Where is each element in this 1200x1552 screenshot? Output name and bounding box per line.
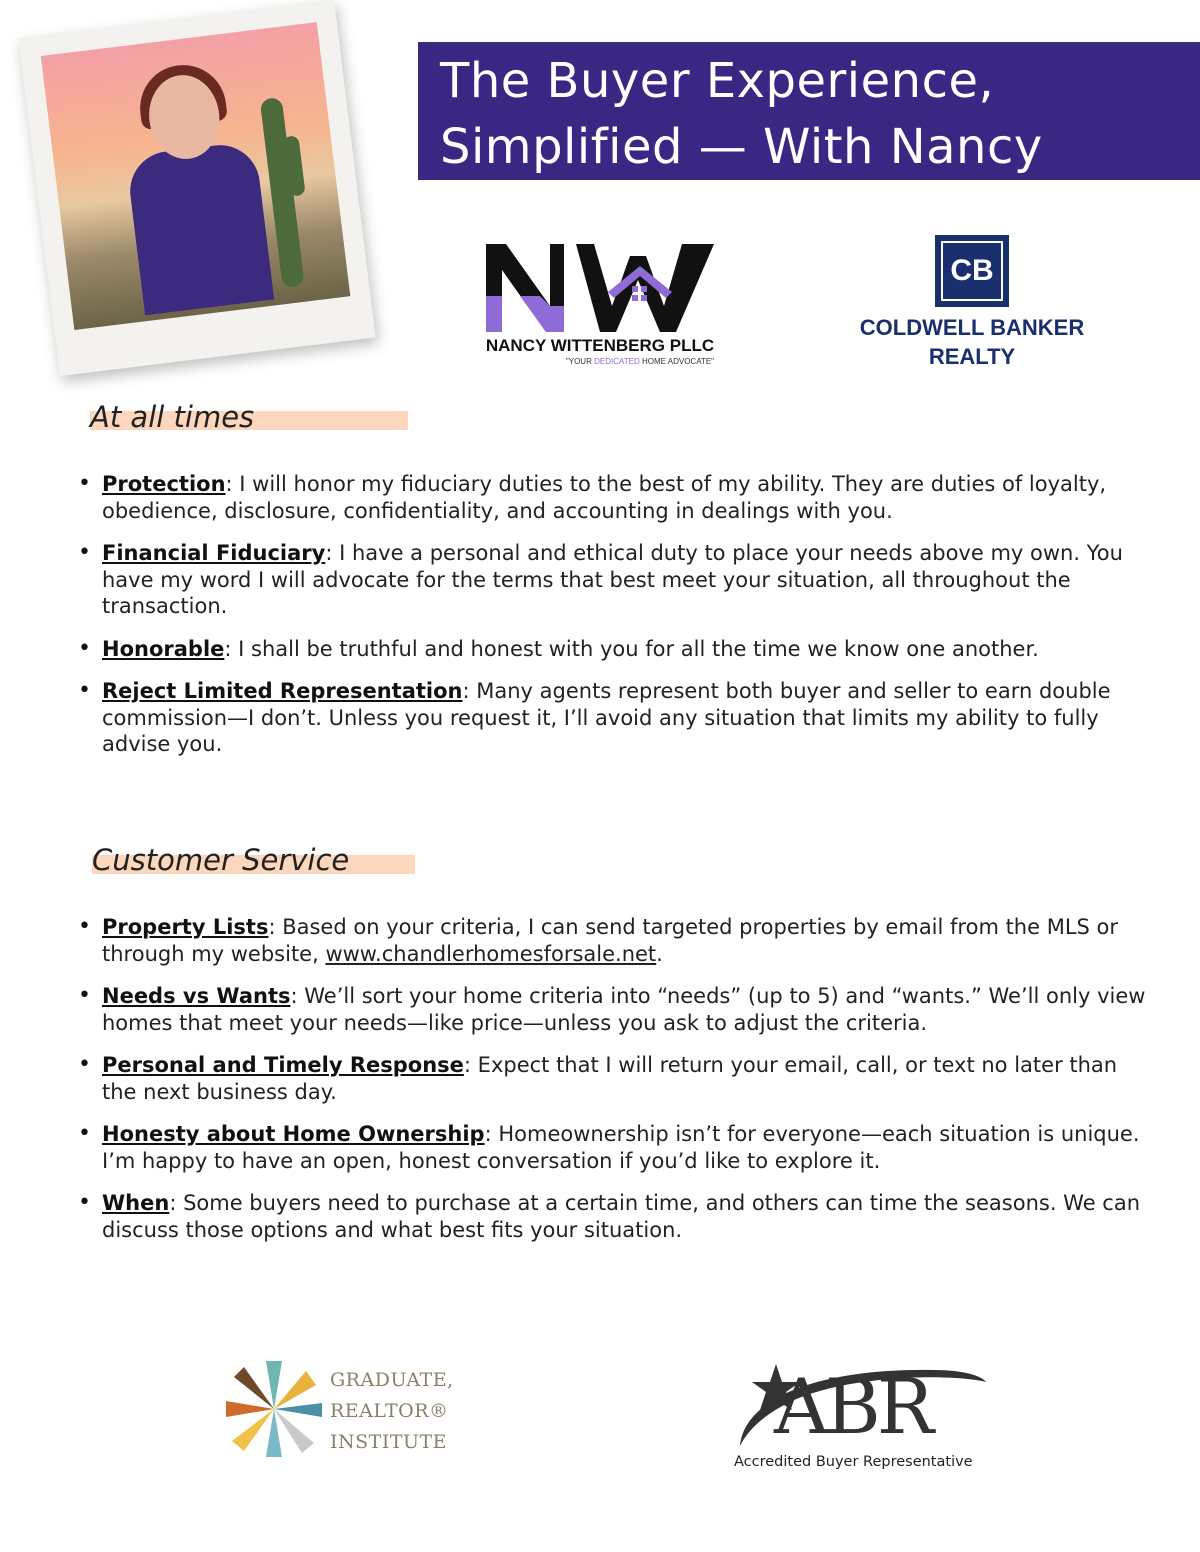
bullet-term: Needs vs Wants (102, 984, 291, 1008)
abr-logo (734, 1360, 994, 1480)
bullet-text: : Many agents represent both buyer and seller to earn double commission—I don’t. Unless you request it, I’ll avoid any situation that limits my ability to fully advise you. (102, 679, 1111, 756)
coldwell-line-2: REALTY (928, 344, 1016, 369)
list-item (78, 1052, 1158, 1105)
nw-logo-tagline (480, 357, 720, 366)
abr-letters: ABR (774, 1362, 930, 1451)
bullet-text: : I have a personal and ethical duty to place your needs above my own. You have my word I will advocate for the terms that best meet your situation, all throughout the transaction. (102, 541, 1123, 618)
gri-text (330, 1365, 454, 1458)
at-all-times-list (78, 471, 1158, 758)
bullet-term: Honorable (102, 636, 225, 661)
bullet-term: Honesty about Home Ownership (102, 1122, 485, 1146)
nw-tagline-pre: "YOUR (565, 357, 595, 366)
list-item (78, 1121, 1158, 1174)
section-heading-at-all-times: At all times (90, 400, 255, 434)
bullet-term: Financial Fiduciary (102, 541, 326, 565)
customer-service-list (78, 914, 1158, 1243)
gri-line-2: REALTOR® (330, 1400, 449, 1422)
gri-line-3: INSTITUTE (330, 1431, 448, 1453)
list-item (78, 540, 1158, 620)
bullet-term: Reject Limited Representation (102, 679, 463, 703)
title-banner (418, 42, 1200, 180)
bullet-text: : I shall be truthful and honest with you for all the time we know one another. (224, 636, 1039, 661)
photo-image (41, 22, 351, 330)
bullet-text-after: . (656, 941, 663, 966)
nw-logo (480, 236, 720, 376)
list-item (78, 983, 1158, 1036)
bullet-term: When (102, 1191, 170, 1215)
bullet-text: : Based on your criteria, I can send targeted properties by email from the MLS or through my website, (102, 915, 1119, 966)
nancy-photo (18, 0, 375, 376)
gri-logo (222, 1355, 452, 1465)
gri-starburst-icon (222, 1357, 326, 1461)
list-item (78, 471, 1158, 524)
website-link[interactable]: www.chandlerhomesforsale.net (325, 941, 657, 966)
bullet-text: : Expect that I will return your email, call, or text no later than the next business day. (102, 1053, 1118, 1104)
bullet-text: : Some buyers need to purchase at a certain time, and others can time the seasons. We can discuss those options and what best fits your situation. (102, 1191, 1141, 1242)
gri-line-1: GRADUATE, (330, 1369, 454, 1391)
bullet-text: : I will honor my fiduciary duties to the best of my ability. They are duties of loyalty, obedience, disclosure, confidentiality, and accounting in dealings with you. (102, 472, 1107, 523)
bullet-term: Protection (102, 472, 226, 496)
nw-logo-name: NANCY WITTENBERG PLLC (485, 336, 715, 355)
section-heading-customer-service: Customer Service (92, 843, 350, 877)
list-item (78, 1190, 1158, 1243)
page-title-line-2: Simplified — With Nancy (440, 119, 1043, 175)
coldwell-banker-logo (935, 235, 1009, 307)
list-item (78, 914, 1158, 967)
coldwell-banker-name (852, 313, 1092, 371)
nw-tagline-highlight: DEDICATED (594, 357, 640, 366)
abr-subtitle: Accredited Buyer Representative (734, 1454, 973, 1470)
list-item (78, 678, 1158, 758)
bullet-term: Personal and Timely Response (102, 1053, 464, 1077)
bullet-text: : Homeownership isn’t for everyone—each situation is unique. I’m happy to have an open, honest conversation if you’d like to explore it. (102, 1122, 1140, 1173)
coldwell-line-1: COLDWELL BANKER (859, 315, 1085, 340)
nw-monogram-icon (480, 236, 720, 336)
cb-monogram: CB (950, 254, 994, 287)
bullet-text: : We’ll sort your home criteria into “needs” (up to 5) and “wants.” We’ll only view homes that meet your needs—like price—unless you ask to adjust the criteria. (102, 984, 1146, 1035)
list-item (78, 636, 1158, 663)
nw-tagline-post: HOME ADVOCATE" (639, 357, 714, 366)
bullet-term: Property Lists (102, 915, 269, 939)
page-title-line-1: The Buyer Experience, (440, 53, 995, 109)
